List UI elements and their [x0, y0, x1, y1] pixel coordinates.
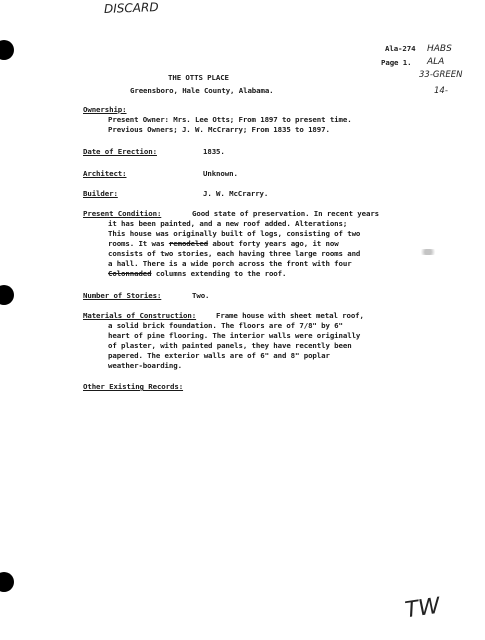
- present-condition-line-7: [108, 269, 286, 278]
- builder-value: J. W. McCrarry.: [203, 189, 269, 198]
- margin-smudge: [418, 249, 438, 255]
- present-condition-line-6: a hall. There is a wide porch across the front with four: [108, 259, 352, 268]
- other-existing-records-label: Other Existing Records:: [83, 382, 184, 391]
- location-line: Greensboro, Hale County, Alabama.: [130, 86, 274, 95]
- architect-label: Architect:: [83, 169, 127, 178]
- present-condition-line-4: [108, 239, 339, 248]
- materials-line-1: Frame house with sheet metal roof,: [216, 311, 364, 320]
- habs-annotation: HABS: [427, 44, 452, 54]
- date-of-erection-label: Date of Erection:: [83, 147, 157, 156]
- materials-line-4: of plaster, with painted panels, they have recently been: [108, 341, 352, 350]
- punch-hole-bottom: [0, 572, 14, 592]
- struck-word-remodeled: remodeled: [168, 239, 209, 248]
- date-of-erection-value: 1835.: [203, 147, 225, 156]
- ownership-label: Ownership:: [83, 105, 127, 114]
- materials-line-5: papered. The exterior walls are of 6" and 8" poplar: [108, 351, 330, 360]
- present-condition-label: Present Condition:: [83, 209, 162, 218]
- materials-label: Materials of Construction:: [83, 311, 197, 320]
- document-reference: Ala-274: [385, 44, 416, 53]
- builder-label: Builder:: [83, 189, 118, 198]
- line-7-rest: columns extending to the roof.: [151, 269, 287, 278]
- present-condition-line-3: This house was originally built of logs, consisting of two: [108, 229, 361, 238]
- number-of-stories-label: Number of Stories:: [83, 291, 162, 300]
- county-annotation: 33-GREEN: [419, 70, 463, 80]
- architect-value: Unknown.: [203, 169, 238, 178]
- present-condition-line-1: Good state of preservation. In recent years: [192, 209, 380, 218]
- materials-line-3: heart of pine flooring. The interior walls were originally: [108, 331, 361, 340]
- materials-line-2: a solid brick foundation. The floors are of 7/8" by 6": [108, 321, 343, 330]
- line-4-part-b: about forty years ago, it now: [208, 239, 339, 248]
- materials-line-6: weather-boarding.: [108, 361, 182, 370]
- line-4-part-a: rooms. It was: [108, 239, 169, 248]
- discard-annotation: DISCARD: [103, 0, 159, 16]
- previous-owners-line: Previous Owners; J. W. McCrarry; From 1835 to 1897.: [108, 125, 330, 134]
- struck-word-colonnaded: Colonnaded: [108, 269, 152, 278]
- punch-hole-middle: [0, 285, 14, 305]
- page-number: Page 1.: [381, 58, 412, 67]
- number-of-stories-value: Two.: [192, 291, 210, 300]
- sheet-number-annotation: 14-: [434, 86, 448, 96]
- ala-annotation: ALA: [427, 57, 445, 67]
- punch-hole-top: [0, 40, 14, 60]
- initials-annotation: TW: [403, 593, 442, 624]
- document-title: THE OTTS PLACE: [168, 73, 229, 82]
- present-condition-line-5: consists of two stories, each having three large rooms and: [108, 249, 361, 258]
- present-condition-line-2: it has been painted, and a new roof added. Alterations;: [108, 219, 348, 228]
- present-owner-line: Present Owner: Mrs. Lee Otts; From 1897 to present time.: [108, 115, 352, 124]
